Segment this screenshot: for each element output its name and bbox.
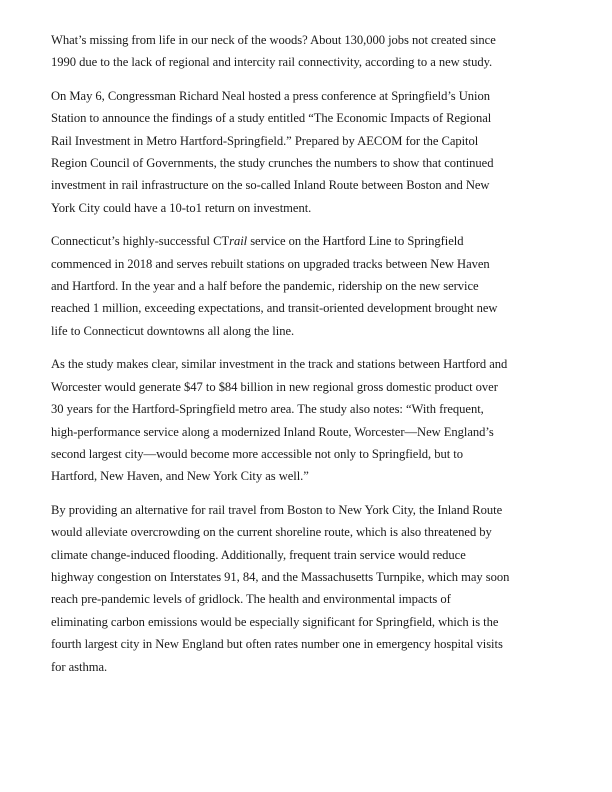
text-line: 30 years for the Hartford-Springfield metro area. The study also notes: “With frequent,: [51, 402, 484, 417]
text-run: service on the Hartford Line to Springfield: [247, 234, 464, 249]
text-line: reached 1 million, exceeding expectations, and transit-oriented development brought new: [51, 301, 498, 316]
text-line: would alleviate overcrowding on the current shoreline route, which is also threatened by: [51, 525, 492, 540]
text-line: As the study makes clear, similar investment in the track and stations between Hartford and: [51, 357, 508, 372]
paragraph-inland-route: [51, 499, 596, 678]
text-line: second largest city—would become more accessible not only to Springfield, but to: [51, 446, 463, 461]
text-line: What’s missing from life in our neck of the woods? About 130,000 jobs not created since: [51, 33, 496, 47]
text-line: commenced in 2018 and serves rebuilt stations on upgraded tracks between New Haven: [51, 256, 490, 271]
text-line: eliminating carbon emissions would be especially significant for Springfield, which is the: [51, 614, 499, 629]
text-line: for asthma.: [51, 659, 108, 674]
text-line: Station to announce the findings of a study entitled “The Economic Impacts of Regional: [51, 111, 492, 126]
text-line: [51, 230, 596, 252]
text-line: and Hartford. In the year and a half before the pandemic, ridership on the new service: [51, 279, 479, 294]
text-line: By providing an alternative for rail travel from Boston to New York City, the Inland Route: [51, 502, 503, 517]
paragraph-worcester: [51, 353, 596, 487]
text-run: Connecticut’s highly-successful CT: [51, 234, 230, 249]
text-line: Hartford, New Haven, and New York City as well.”: [51, 469, 309, 484]
text-line: 1990 due to the lack of regional and intercity rail connectivity, according to a new study.: [51, 55, 493, 70]
text-line: high-performance service along a modernized Inland Route, Worcester—New England’s: [51, 424, 494, 439]
text-line: reach pre-pandemic levels of gridlock. The health and environmental impacts of: [51, 592, 451, 607]
ctrail-italic-text: rail: [229, 234, 248, 249]
text-line: fourth largest city in New England but often rates number one in emergency hospital visits: [51, 637, 503, 652]
paragraph-ctrail: [51, 230, 596, 342]
paragraph-intro: [51, 29, 596, 74]
text-line: Worcester would generate $47 to $84 billion in new regional gross domestic product over: [51, 379, 498, 394]
text-line: Region Council of Governments, the study crunches the numbers to show that continued: [51, 156, 494, 171]
text-line: On May 6, Congressman Richard Neal hosted a press conference at Springfield’s Union: [51, 88, 490, 103]
text-line: climate change-induced flooding. Additionally, frequent train service would reduce: [51, 547, 466, 562]
text-line: Rail Investment in Metro Hartford-Springfield.” Prepared by AECOM for the Capitol: [51, 133, 479, 148]
text-line: investment in rail infrastructure on the so-called Inland Route between Boston and New: [51, 178, 490, 193]
text-line: life to Connecticut downtowns all along the line.: [51, 323, 295, 338]
paragraph-press-conference: [51, 85, 596, 219]
text-line: highway congestion on Interstates 91, 84, and the Massachusetts Turnpike, which may soon: [51, 569, 510, 584]
text-line: York City could have a 10-to1 return on investment.: [51, 200, 312, 215]
document-page: [51, 29, 596, 689]
